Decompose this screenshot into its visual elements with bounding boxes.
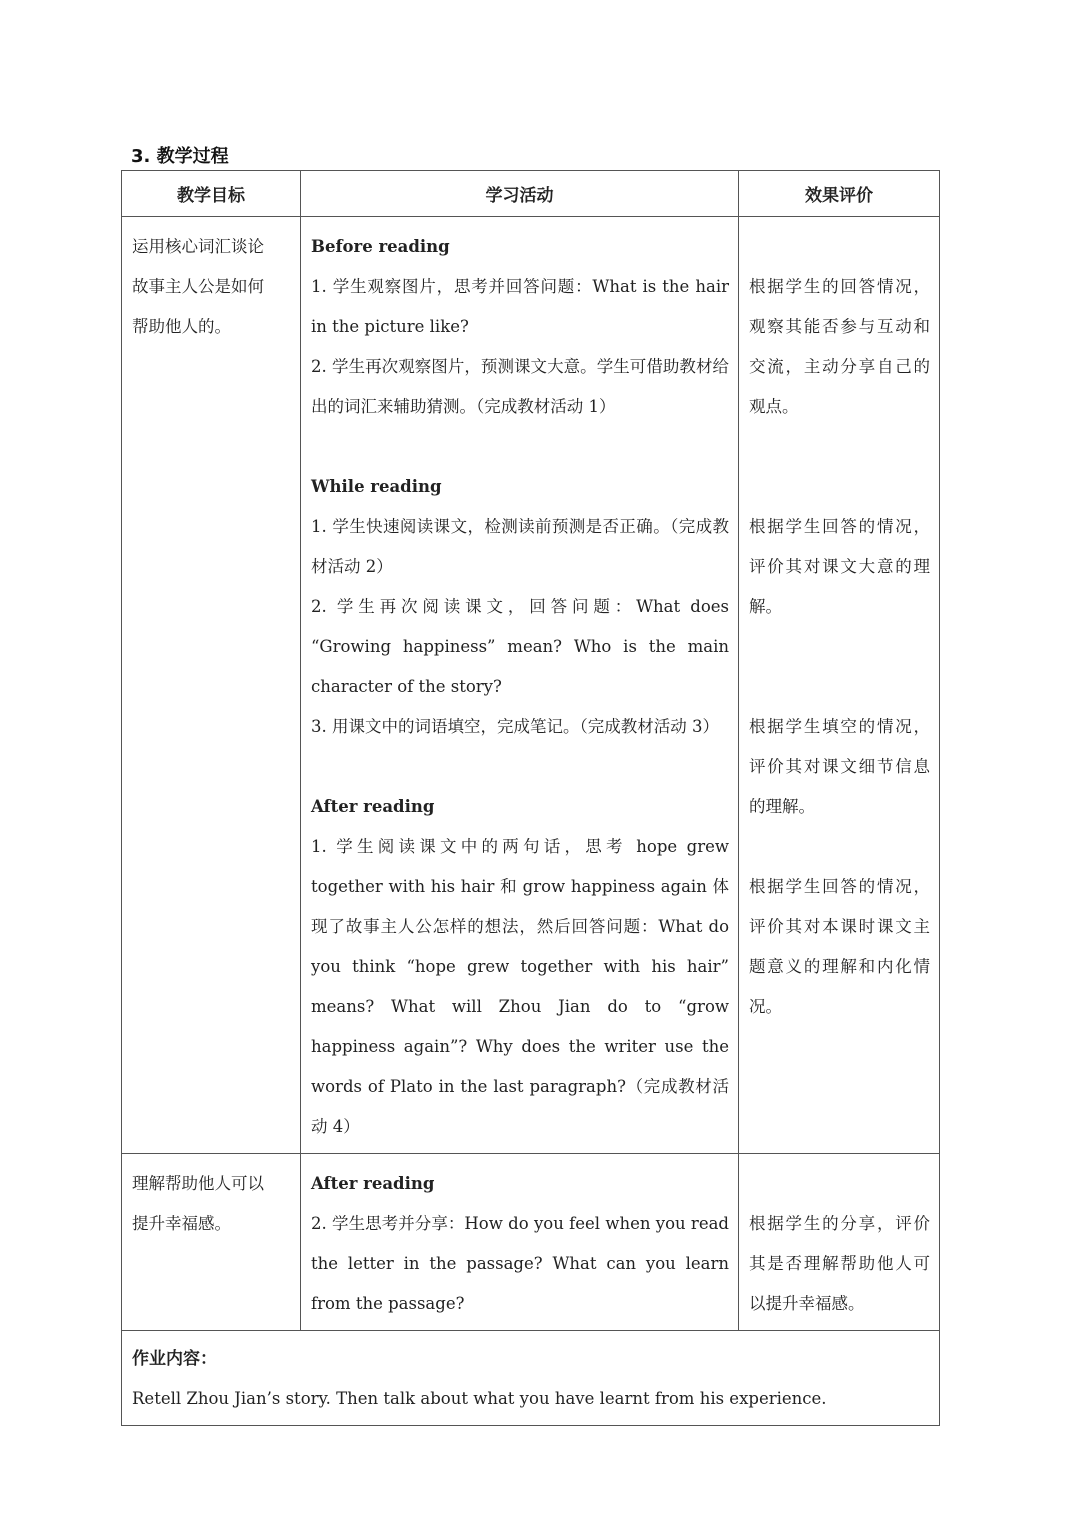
goal-cell (122, 217, 301, 1154)
activity-item: 2. 学生再次观察图片，预测课文大意。学生可借助教材给出的词汇来辅助猜测。（完成教材活动 1） (311, 357, 729, 416)
table-header-row (122, 171, 940, 217)
teaching-process-table (121, 170, 940, 1426)
after-reading-title: After reading (311, 797, 435, 816)
evaluation-cell (739, 1154, 940, 1331)
evaluation-text: 根据学生的回答情况，观察其能否参与互动和交流，主动分享自己的观点。 (749, 277, 930, 416)
activity-item: 1. 学生快速阅读课文，检测读前预测是否正确。（完成教材活动 2） (311, 517, 729, 576)
activity-item: 1. 学生观察图片，思考并回答问题：What is the hair in the picture like? (311, 277, 729, 336)
table-row (122, 217, 940, 1154)
evaluation-text: 根据学生回答的情况，评价其对课文大意的理解。 (749, 517, 930, 616)
goal-line: 帮助他人的。 (132, 317, 231, 336)
homework-title: 作业内容： (132, 1349, 217, 1369)
goal-line: 理解帮助他人可以 (132, 1174, 264, 1193)
homework-cell (122, 1331, 940, 1426)
while-reading-title: While reading (311, 477, 442, 496)
goal-line: 故事主人公是如何 (132, 277, 264, 296)
activity-item: 3. 用课文中的词语填空，完成笔记。（完成教材活动 3） (311, 717, 719, 736)
after-reading-title: After reading (311, 1174, 435, 1193)
header-teaching-goal: 教学目标 (122, 171, 301, 217)
goal-cell (122, 1154, 301, 1331)
evaluation-text: 根据学生回答的情况，评价其对本课时课文主题意义的理解和内化情况。 (749, 877, 930, 1016)
activity-item: 2. 学生再次阅读课文，回答问题：What does “Growing happiness” mean? Who is the main character of the story? (311, 597, 729, 696)
evaluation-text: 根据学生的分享，评价其是否理解帮助他人可以提升幸福感。 (749, 1214, 930, 1313)
header-learning-activity: 学习活动 (301, 171, 739, 217)
activity-item: 1. 学生阅读课文中的两句话，思考 hope grew together with his hair 和 grow happiness again 体现了故事主人公怎样的想法，然后回答问题：What do you think “hope grew together with his hair” means? What will Zhou Jian do to “grow happiness again”? Why does the writer use the words of Plato in the last paragraph?（完成教材活动 4） (311, 837, 729, 1136)
homework-row (122, 1331, 940, 1426)
activity-cell (301, 217, 739, 1154)
activity-item: 2. 学生思考并分享：How do you feel when you read the letter in the passage? What can you learn from the passage? (311, 1214, 729, 1313)
activity-cell (301, 1154, 739, 1331)
evaluation-cell (739, 217, 940, 1154)
header-evaluation: 效果评价 (739, 171, 940, 217)
section-heading: 3. 教学过程 (131, 146, 229, 167)
table-row (122, 1154, 940, 1331)
evaluation-text: 根据学生填空的情况，评价其对课文细节信息的理解。 (749, 717, 930, 816)
goal-line: 运用核心词汇谈论 (132, 237, 264, 256)
goal-line: 提升幸福感。 (132, 1214, 231, 1233)
homework-text: Retell Zhou Jian’s story. Then talk about what you have learnt from his experience. (132, 1389, 827, 1408)
before-reading-title: Before reading (311, 237, 450, 256)
